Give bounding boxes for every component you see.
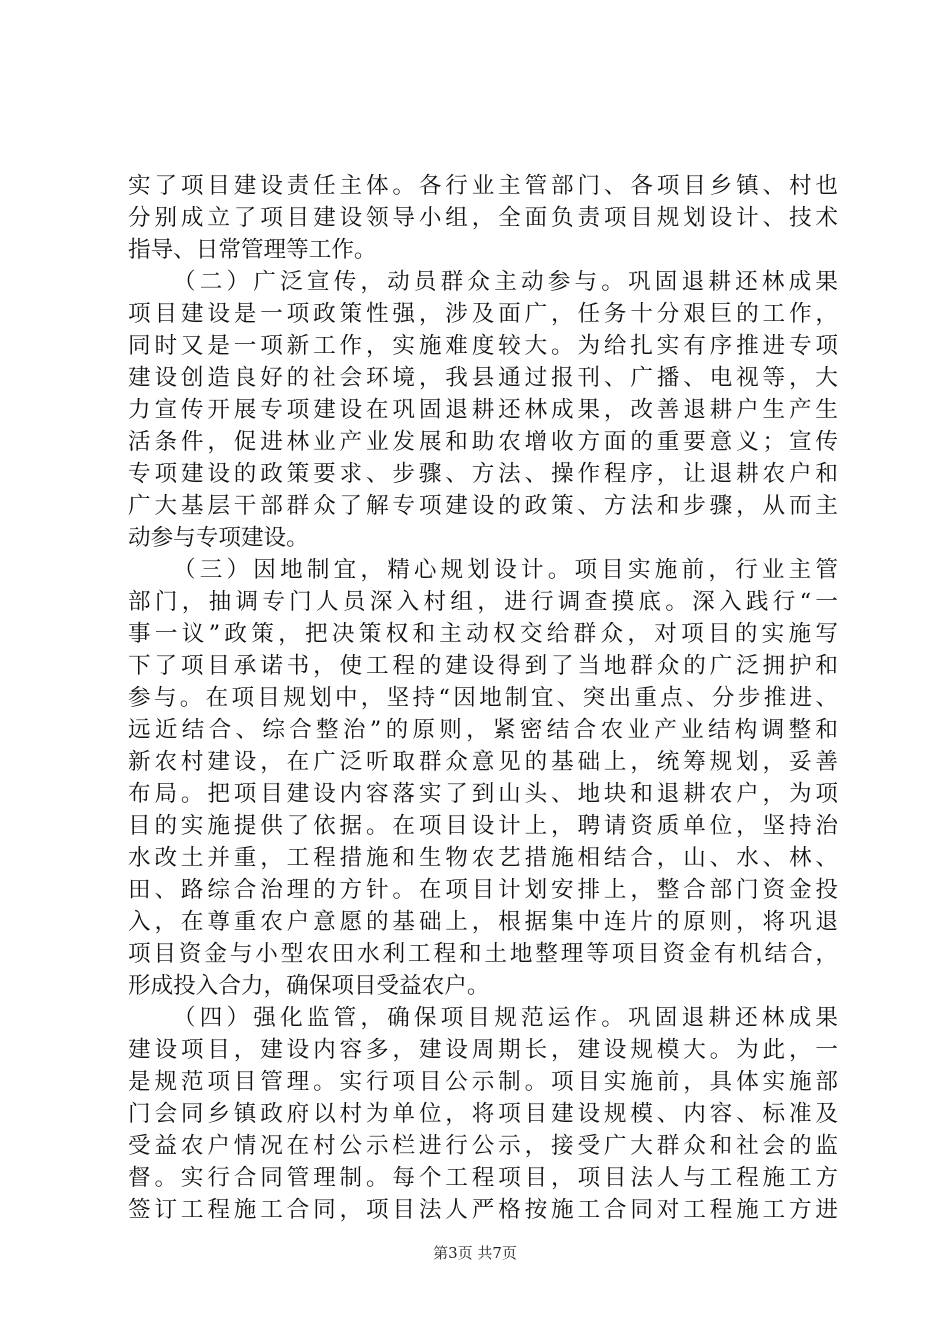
text-line: 动参与专项建设。 bbox=[128, 525, 309, 551]
text-line: 远近结合、综合整治”的原则，紧密结合农业产业结构调整和 bbox=[128, 717, 838, 743]
paragraph-first-line: （三）因地制宜，精心规划设计。项目实施前，行业主管 bbox=[173, 557, 838, 583]
paragraph-first-line: （四）强化监管，确保项目规范运作。巩固退耕还林成果 bbox=[173, 1005, 838, 1031]
text-line: 新农村建设，在广泛听取群众意见的基础上，统筹规划，妥善 bbox=[128, 749, 838, 775]
text-line: 建设创造良好的社会环境，我县通过报刊、广播、电视等，大 bbox=[128, 365, 838, 391]
text-line: 形成投入合力，确保项目受益农户。 bbox=[128, 973, 490, 999]
text-line: 受益农户情况在村公示栏进行公示，接受广大群众和社会的监 bbox=[128, 1133, 838, 1159]
text-line: 同时又是一项新工作，实施难度较大。为给扎实有序推进专项 bbox=[128, 333, 838, 359]
text-line: 督。实行合同管理制。每个工程项目，项目法人与工程施工方 bbox=[128, 1165, 838, 1191]
text-line: 力宣传开展专项建设在巩固退耕还林成果，改善退耕户生产生 bbox=[128, 397, 838, 423]
text-line: 部门，抽调专门人员深入村组，进行调查摸底。深入践行“一 bbox=[128, 589, 838, 615]
text-line: 项目建设是一项政策性强，涉及面广，任务十分艰巨的工作， bbox=[128, 301, 838, 327]
text-line: 广大基层干部群众了解专项建设的政策、方法和步骤，从而主 bbox=[128, 493, 838, 519]
page-number-footer: 第3页 共7页 bbox=[433, 1244, 517, 1262]
document-body bbox=[128, 170, 838, 1226]
text-line: 事一议”政策，把决策权和主动权交给群众，对项目的实施写 bbox=[128, 621, 838, 647]
text-line: 建设项目，建设内容多，建设周期长，建设规模大。为此，一 bbox=[128, 1037, 838, 1063]
text-line: 布局。把项目建设内容落实了到山头、地块和退耕农户，为项 bbox=[128, 781, 838, 807]
text-line: 实了项目建设责任主体。各行业主管部门、各项目乡镇、村也 bbox=[128, 173, 838, 199]
text-line: 田、路综合治理的方针。在项目计划安排上，整合部门资金投 bbox=[128, 877, 838, 903]
text-line: 活条件，促进林业产业发展和助农增收方面的重要意义；宣传 bbox=[128, 429, 838, 455]
text-line: 水改土并重，工程措施和生物农艺措施相结合，山、水、林、 bbox=[128, 845, 838, 871]
text-line: 入，在尊重农户意愿的基础上，根据集中连片的原则，将巩退 bbox=[128, 909, 838, 935]
text-line: 是规范项目管理。实行项目公示制。项目实施前，具体实施部 bbox=[128, 1069, 838, 1095]
text-line: 下了项目承诺书，使工程的建设得到了当地群众的广泛拥护和 bbox=[128, 653, 838, 679]
text-line: 门会同乡镇政府以村为单位，将项目建设规模、内容、标准及 bbox=[128, 1101, 838, 1127]
text-line: 专项建设的政策要求、步骤、方法、操作程序，让退耕农户和 bbox=[128, 461, 838, 487]
text-line: 参与。在项目规划中，坚持“因地制宜、突出重点、分步推进、 bbox=[128, 685, 838, 711]
text-line: 签订工程施工合同，项目法人严格按施工合同对工程施工方进 bbox=[128, 1197, 838, 1223]
text-line: 指导、日常管理等工作。 bbox=[128, 237, 377, 263]
text-line: 目的实施提供了依据。在项目设计上，聘请资质单位，坚持治 bbox=[128, 813, 838, 839]
text-line: 分别成立了项目建设领导小组，全面负责项目规划设计、技术 bbox=[128, 205, 838, 231]
text-line: 项目资金与小型农田水利工程和土地整理等项目资金有机结合， bbox=[128, 941, 838, 967]
paragraph-first-line: （二）广泛宣传，动员群众主动参与。巩固退耕还林成果 bbox=[173, 269, 838, 295]
